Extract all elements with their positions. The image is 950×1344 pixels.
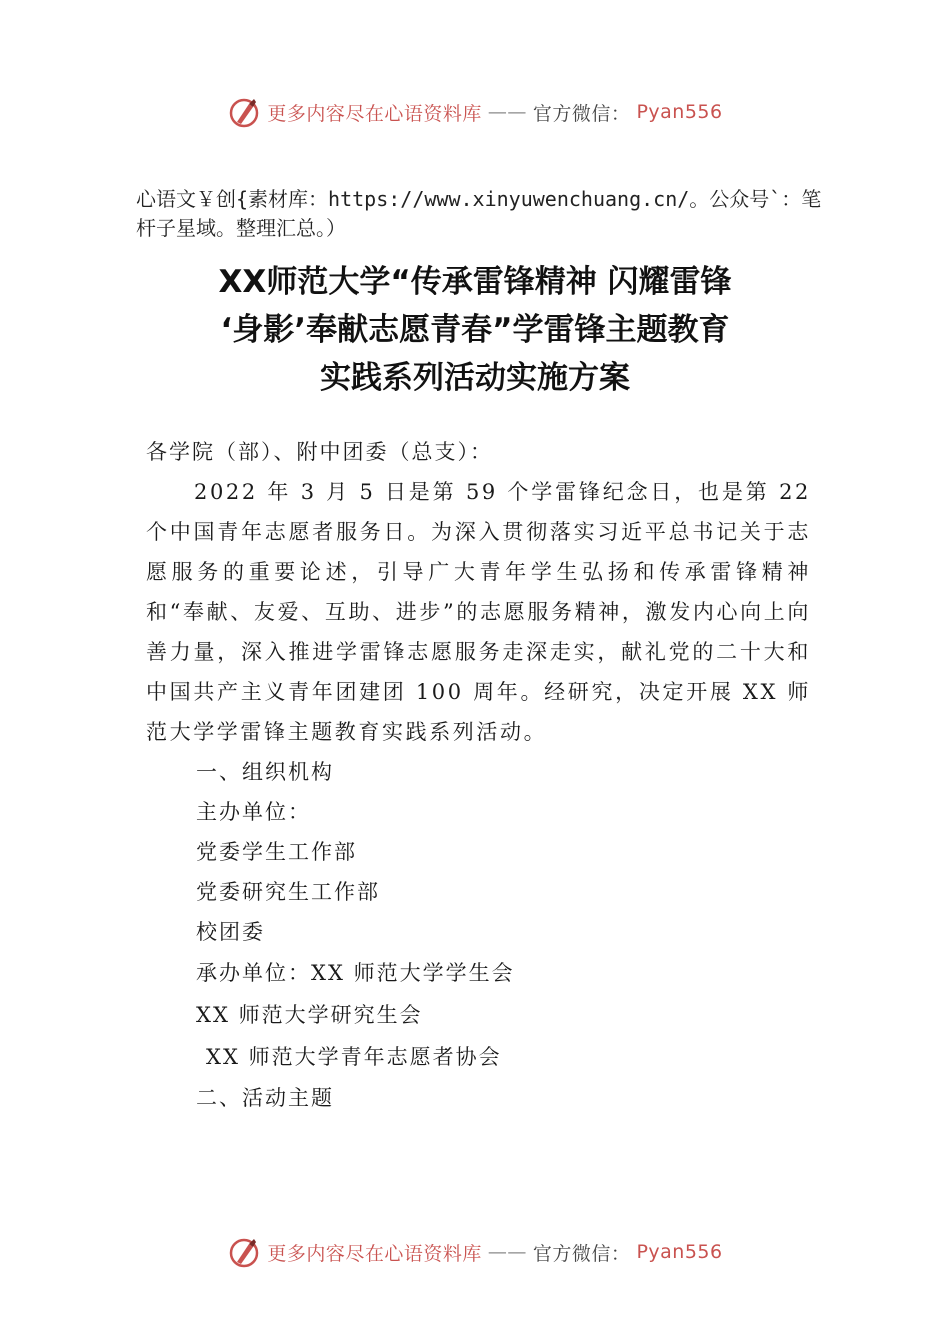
organizer-unit-2: XX 师范大学研究生会 [196, 1003, 423, 1027]
source-note: 心语文￥创{素材库：https://www.xinyuwenchuang.cn/。公众号`：笔杆子星域。整理汇总。） [136, 187, 822, 240]
intro-paragraph: 2022 年 3 月 5 日是第 59 个学雷锋纪念日，也是第 22 个中国青年志愿者服务日。为深入贯彻落实习近平总书记关于志愿服务的重要论述，引导广大青年学生弘扬和传承雷锋精神和“奉献、友爱、互助、进步”的志愿服务精神，激发内心向上向善力量，深入推进学雷锋志愿服务走深走实，献礼党的二十大和中国共产主义青年团建团 100 周年。经研究，决定开展 XX 师范大学学雷锋主题教育实践系列活动。 [146, 480, 811, 744]
banner-wechat-label: 官方微信： [532, 1242, 631, 1265]
banner-separator: —— [487, 101, 527, 123]
pen-nib-logo-icon [227, 95, 261, 129]
salutation: 各学院（部）、附中团委（总支）： [146, 440, 493, 464]
banner-separator: —— [487, 1241, 527, 1263]
banner-wechat-label: 官方微信： [532, 102, 631, 125]
host-label: 主办单位： [196, 800, 311, 824]
bottom-banner [0, 1232, 950, 1272]
title-line-1: XX师范大学“传承雷锋精神 闪耀雷锋 [218, 264, 732, 300]
document-title [100, 258, 850, 402]
banner-caption: 更多内容尽在心语资料库 [267, 1242, 482, 1265]
host-unit-1: 党委学生工作部 [196, 840, 357, 864]
section-heading-theme: 二、活动主题 [196, 1086, 334, 1110]
document-body [146, 432, 811, 1118]
organizer-unit-3: XX 师范大学青年志愿者协会 [206, 1045, 502, 1069]
top-banner [0, 92, 950, 132]
title-line-3: 实践系列活动实施方案 [320, 360, 630, 396]
pen-nib-logo-icon [227, 1235, 261, 1269]
banner-wechat-id: Pyan556 [636, 101, 723, 123]
host-unit-3: 校团委 [196, 920, 265, 944]
banner-caption: 更多内容尽在心语资料库 [267, 102, 482, 125]
title-line-2: ‘身影’奉献志愿青春”学雷锋主题教育 [220, 312, 730, 348]
organizer-line: 承办单位：XX 师范大学学生会 [196, 961, 515, 985]
banner-wechat-id: Pyan556 [636, 1241, 723, 1263]
host-unit-2: 党委研究生工作部 [196, 880, 380, 904]
section-heading-organization: 一、组织机构 [196, 760, 334, 784]
